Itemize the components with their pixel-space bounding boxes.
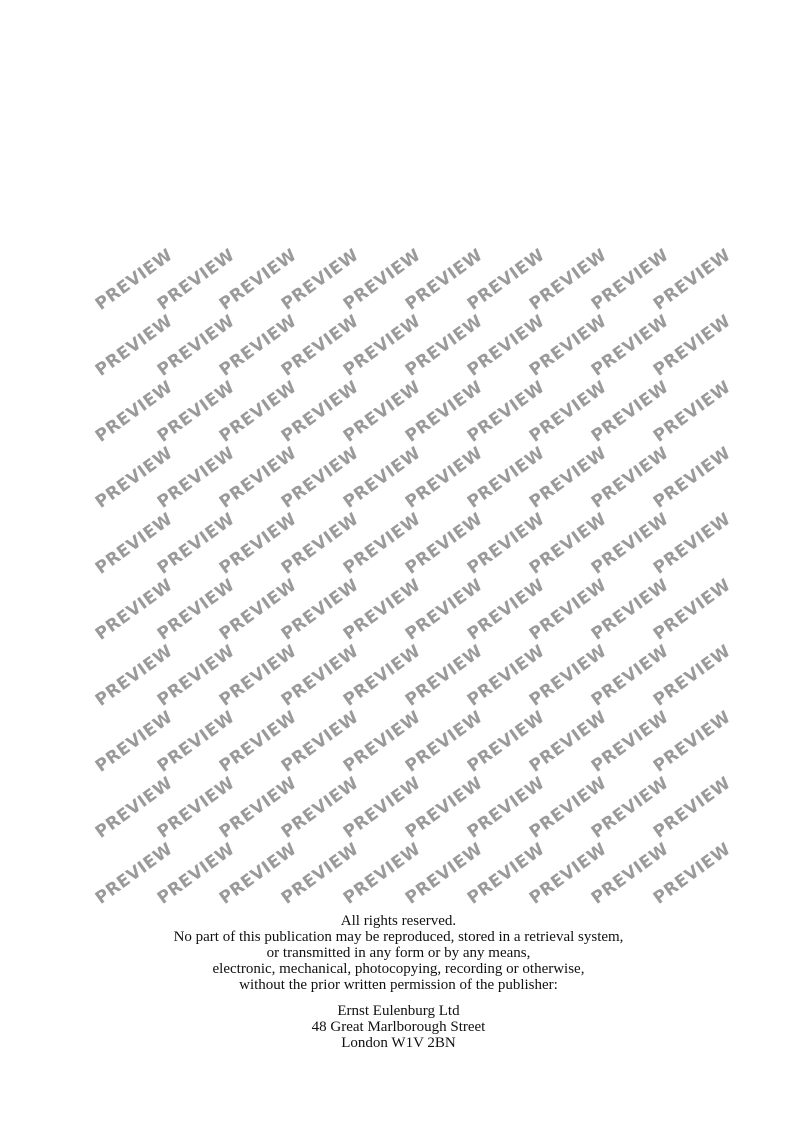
preview-watermark-text: PREVIEW <box>153 245 239 315</box>
publisher-city: London W1V 2BN <box>341 1035 456 1051</box>
preview-watermark-text: PREVIEW <box>587 773 673 843</box>
preview-watermark-text: PREVIEW <box>649 575 735 645</box>
preview-watermark-text: PREVIEW <box>401 707 487 777</box>
preview-watermark-text: PREVIEW <box>277 311 363 381</box>
preview-watermark-text: PREVIEW <box>525 641 611 711</box>
preview-watermark-text: PREVIEW <box>401 311 487 381</box>
preview-watermark-text: PREVIEW <box>91 377 177 447</box>
preview-watermark-text: PREVIEW <box>215 641 301 711</box>
preview-watermark-text: PREVIEW <box>153 509 239 579</box>
preview-watermark-text: PREVIEW <box>587 509 673 579</box>
preview-watermark-text: PREVIEW <box>587 377 673 447</box>
preview-watermark-text: PREVIEW <box>215 575 301 645</box>
preview-watermark-text: PREVIEW <box>649 377 735 447</box>
preview-watermark-text: PREVIEW <box>649 773 735 843</box>
preview-watermark-text: PREVIEW <box>649 245 735 315</box>
means-line: electronic, mechanical, photocopying, recording or otherwise, <box>212 961 585 977</box>
preview-watermark-text: PREVIEW <box>91 641 177 711</box>
preview-watermark-text: PREVIEW <box>91 443 177 513</box>
preview-watermark-text: PREVIEW <box>525 245 611 315</box>
preview-watermark-text: PREVIEW <box>525 839 611 909</box>
preview-watermark-text: PREVIEW <box>153 773 239 843</box>
preview-watermark-text: PREVIEW <box>587 839 673 909</box>
preview-watermark-text: PREVIEW <box>339 245 425 315</box>
preview-watermark-text: PREVIEW <box>339 641 425 711</box>
preview-watermark-text: PREVIEW <box>463 509 549 579</box>
preview-watermark-text: PREVIEW <box>401 641 487 711</box>
preview-watermark-text: PREVIEW <box>463 311 549 381</box>
preview-watermark-text: PREVIEW <box>649 707 735 777</box>
publisher-name: Ernst Eulenburg Ltd <box>337 1003 460 1019</box>
preview-watermark-text: PREVIEW <box>463 377 549 447</box>
preview-watermark-text: PREVIEW <box>525 377 611 447</box>
preview-watermark-text: PREVIEW <box>587 443 673 513</box>
preview-watermark-text: PREVIEW <box>277 245 363 315</box>
preview-watermark-text: PREVIEW <box>215 443 301 513</box>
preview-watermark-text: PREVIEW <box>215 311 301 381</box>
preview-watermark-text: PREVIEW <box>525 575 611 645</box>
preview-watermark-text: PREVIEW <box>587 707 673 777</box>
preview-watermark-text: PREVIEW <box>587 311 673 381</box>
preview-watermark-text: PREVIEW <box>277 443 363 513</box>
preview-watermark-text: PREVIEW <box>339 773 425 843</box>
preview-watermark-text: PREVIEW <box>649 311 735 381</box>
preview-watermark-text: PREVIEW <box>525 707 611 777</box>
preview-watermark-text: PREVIEW <box>587 575 673 645</box>
preview-watermark-text: PREVIEW <box>463 839 549 909</box>
preview-watermark-text: PREVIEW <box>401 377 487 447</box>
preview-watermark-text: PREVIEW <box>277 839 363 909</box>
preview-watermark-text: PREVIEW <box>525 773 611 843</box>
preview-watermark-text: PREVIEW <box>215 377 301 447</box>
preview-watermark-text: PREVIEW <box>339 377 425 447</box>
preview-watermark-text: PREVIEW <box>649 509 735 579</box>
reproduction-line: No part of this publication may be reproduced, stored in a retrieval system, <box>173 929 624 945</box>
preview-watermark-text: PREVIEW <box>401 245 487 315</box>
preview-watermark-text: PREVIEW <box>91 707 177 777</box>
transmission-line: or transmitted in any form or by any means, <box>266 945 531 961</box>
preview-watermark-text: PREVIEW <box>153 641 239 711</box>
preview-watermark-text: PREVIEW <box>401 773 487 843</box>
preview-watermark-text: PREVIEW <box>91 311 177 381</box>
publisher-address <box>0 1003 797 1051</box>
preview-watermark-text: PREVIEW <box>649 839 735 909</box>
preview-watermark-text: PREVIEW <box>339 311 425 381</box>
preview-watermark-text: PREVIEW <box>91 575 177 645</box>
preview-watermark-text: PREVIEW <box>401 443 487 513</box>
preview-watermark-text: PREVIEW <box>215 707 301 777</box>
preview-watermark-text: PREVIEW <box>153 311 239 381</box>
preview-watermark-text: PREVIEW <box>339 509 425 579</box>
preview-watermark-text: PREVIEW <box>339 443 425 513</box>
preview-watermark-text: PREVIEW <box>463 773 549 843</box>
preview-watermark-text: PREVIEW <box>277 377 363 447</box>
preview-watermark-text: PREVIEW <box>401 575 487 645</box>
preview-watermark-text: PREVIEW <box>339 707 425 777</box>
preview-watermark-text: PREVIEW <box>587 641 673 711</box>
preview-watermark-text: PREVIEW <box>215 773 301 843</box>
preview-watermark-text: PREVIEW <box>215 839 301 909</box>
preview-watermark-text: PREVIEW <box>649 641 735 711</box>
preview-watermark-text: PREVIEW <box>153 377 239 447</box>
preview-watermark-text: PREVIEW <box>153 575 239 645</box>
preview-watermark-text: PREVIEW <box>91 773 177 843</box>
preview-watermark-text: PREVIEW <box>277 641 363 711</box>
preview-watermark-text: PREVIEW <box>339 575 425 645</box>
preview-watermark-text: PREVIEW <box>401 839 487 909</box>
preview-watermark-text: PREVIEW <box>525 311 611 381</box>
preview-watermark-text: PREVIEW <box>401 509 487 579</box>
permission-line: without the prior written permission of the publisher: <box>239 977 558 993</box>
preview-watermark-text: PREVIEW <box>339 839 425 909</box>
rights-reserved-line: All rights reserved. <box>340 913 457 929</box>
preview-watermark-text: PREVIEW <box>277 509 363 579</box>
preview-watermark-text: PREVIEW <box>463 245 549 315</box>
preview-watermark-text: PREVIEW <box>463 707 549 777</box>
preview-watermark-text: PREVIEW <box>215 509 301 579</box>
preview-watermark-text: PREVIEW <box>153 443 239 513</box>
preview-watermark-text: PREVIEW <box>215 245 301 315</box>
preview-watermark-text: PREVIEW <box>649 443 735 513</box>
preview-watermark-text: PREVIEW <box>91 509 177 579</box>
preview-watermark-text: PREVIEW <box>463 443 549 513</box>
preview-watermark-text: PREVIEW <box>525 509 611 579</box>
preview-watermark-text: PREVIEW <box>463 575 549 645</box>
preview-watermark-text: PREVIEW <box>277 773 363 843</box>
publisher-street: 48 Great Marlborough Street <box>311 1019 486 1035</box>
preview-watermark-text: PREVIEW <box>91 839 177 909</box>
preview-watermark-text: PREVIEW <box>153 839 239 909</box>
preview-watermark-text: PREVIEW <box>525 443 611 513</box>
copyright-notice <box>0 913 797 993</box>
preview-watermark-text: PREVIEW <box>277 707 363 777</box>
preview-watermark-text: PREVIEW <box>153 707 239 777</box>
preview-watermark-text: PREVIEW <box>587 245 673 315</box>
preview-watermark-text: PREVIEW <box>277 575 363 645</box>
preview-watermark-text: PREVIEW <box>91 245 177 315</box>
preview-watermark-text: PREVIEW <box>463 641 549 711</box>
